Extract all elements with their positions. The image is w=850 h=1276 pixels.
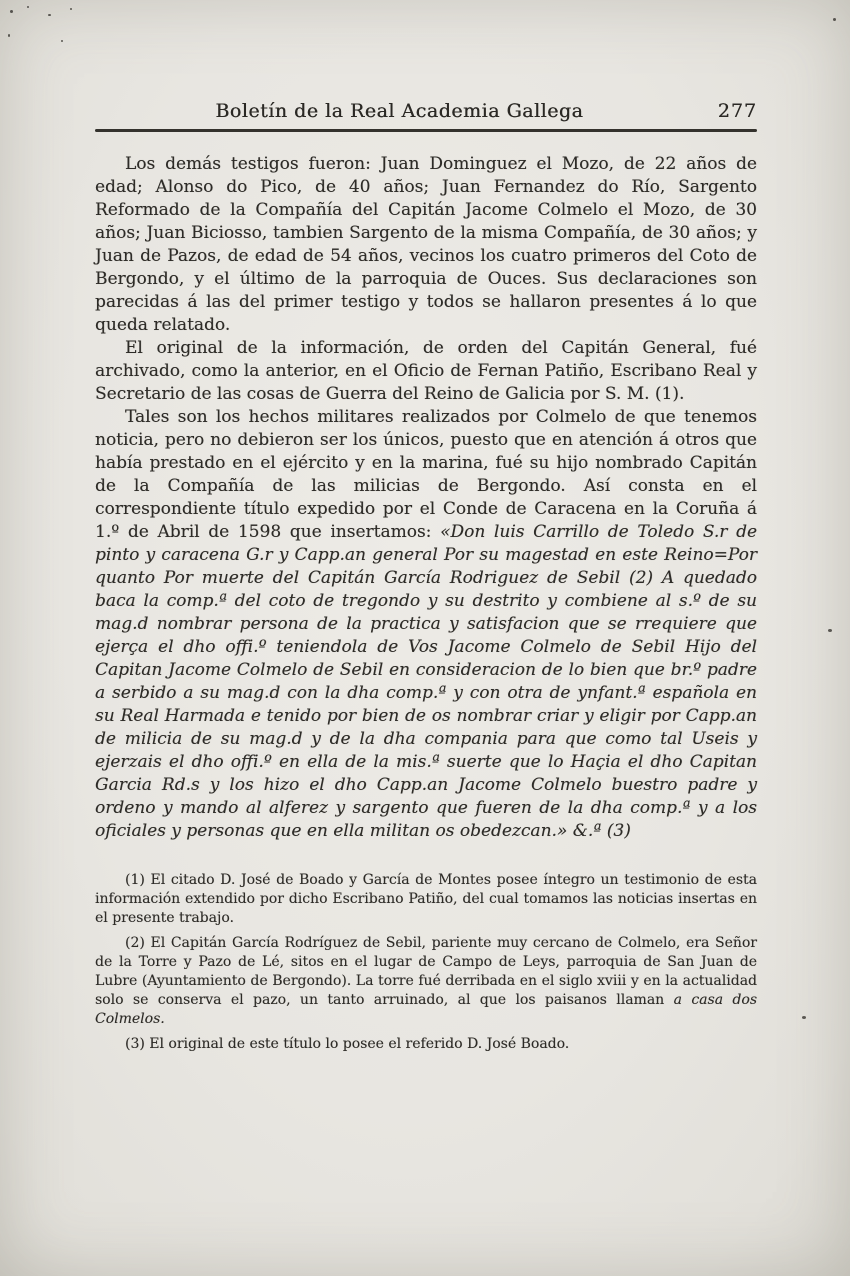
text-run-roman: (2) El Capitán García Rodríguez de Sebil, pariente muy cercano de Colmelo, era Señor de la Torre y Pazo de Lé, sitos en el lugar de Campo de Leys, parroquia de San Juan de Lubre (Ayuntamiento de Bergondo). La torre fué derribada en el siglo xviii y en la actualidad solo se conserva el pazo, un tanto arruinado, al que los paisanos llaman (95, 935, 757, 1008)
text-run-roman: Los demás testigos fueron: Juan Dominguez el Mozo, de 22 años de edad; Alonso do Pico, de 40 años; Juan Fernandez do Río, Sargento Reformado de la Compañía del Capitán Jacome Colmelo el Mozo, de 30 años; Juan Biciosso, tambien Sargento de la misma Compañía, de 30 años; y Juan de Pazos, de edad de 54 años, vecinos los cuatro primeros del Coto de Bergondo, y el último de la parroquia de Ouces. Sus declaraciones son parecidas á las del primer testigo y todos se hallaron presentes á lo que queda relatado. (95, 154, 757, 335)
footnotes-list (95, 871, 757, 1054)
scan-speckle (48, 14, 51, 16)
body-paragraph (95, 406, 757, 843)
footnote (95, 934, 757, 1029)
scan-speckle (828, 629, 832, 632)
header-rule (95, 129, 757, 132)
footnote (95, 871, 757, 928)
scan-speckle (70, 8, 72, 10)
scan-speckle (10, 10, 13, 13)
text-run-roman: Tales son los hechos militares realizados por Colmelo de que tenemos noticia, pero no debieron ser los únicos, puesto que en atención á otros que había prestado en el ejército y en la marina, fué su hijo nombrado Capitán de la Compañía de las milicias de Bergondo. Así consta en el correspondiente título expedido por el Conde de Caracena en la Coruña á 1.º de Abril de 1598 que insertamos: (95, 407, 757, 542)
journal-title: Boletín de la Real Academia Gallega (215, 100, 584, 122)
scan-speckle (833, 18, 836, 21)
scan-speckle (27, 6, 29, 8)
body-paragraph (95, 153, 757, 337)
text-run-roman: El original de la información, de orden del Capitán General, fué archivado, como la anterior, en el Oficio de Fernan Patiño, Escribano Real y Secretario de las cosas de Guerra del Reino de Galicia por S. M. (1). (95, 338, 757, 404)
page-content (95, 100, 757, 1060)
page-number: 277 (717, 100, 757, 122)
text-run-italic: a casa dos Colmelos. (95, 992, 758, 1027)
scan-speckle (802, 1016, 806, 1019)
page-header (95, 100, 757, 122)
scan-speckle (61, 40, 63, 42)
text-run-roman: (1) El citado D. José de Boado y García de Montes posee íntegro un testimonio de esta información extendido por dicho Escribano Patiño, del cual tomamos las noticias insertas en el presente trabajo. (95, 872, 757, 926)
body-paragraph (95, 337, 757, 406)
text-run-roman: (3) El original de este título lo posee el referido D. José Boado. (125, 1036, 570, 1052)
scan-speckle (8, 34, 10, 37)
body-paragraphs (95, 153, 757, 843)
text-run-italic: «Don luis Carrillo de Toledo S.r de pinto y caracena G.r y Capp.an general Por su magestad en este Reino=Por quanto Por muerte del Capitán García Rodriguez de Sebil (2) A quedado baca la comp.ª del coto de tregondo y su destrito y combiene al s.º de su mag.d nombrar persona de la practica y satisfacion que se rrequiere que ejerça el dho offi.º teniendola de Vos Jacome Colmelo de Sebil Hijo del Capitan Jacome Colmelo de Sebil en consideracion de lo bien que br.º padre a serbido a su mag.d con la dha comp.ª y con otra de ynfant.ª española en su Real Harmada e tenido por bien de os nombrar criar y eligir por Capp.an de milicia de su mag.d y de la dha compania para que como tal Useis y ejerzais el dho offi.º en ella de la mis.ª suerte que lo Haçia el dho Capitan Garcia Rd.s y los hizo el dho Capp.an Jacome Colmelo buestro padre y ordeno y mando al alferez y sargento que fueren de la dha comp.ª y a los oficiales y personas que en ella militan os obedezcan.» &.ª (3) (95, 522, 758, 841)
footnote (95, 1035, 757, 1054)
